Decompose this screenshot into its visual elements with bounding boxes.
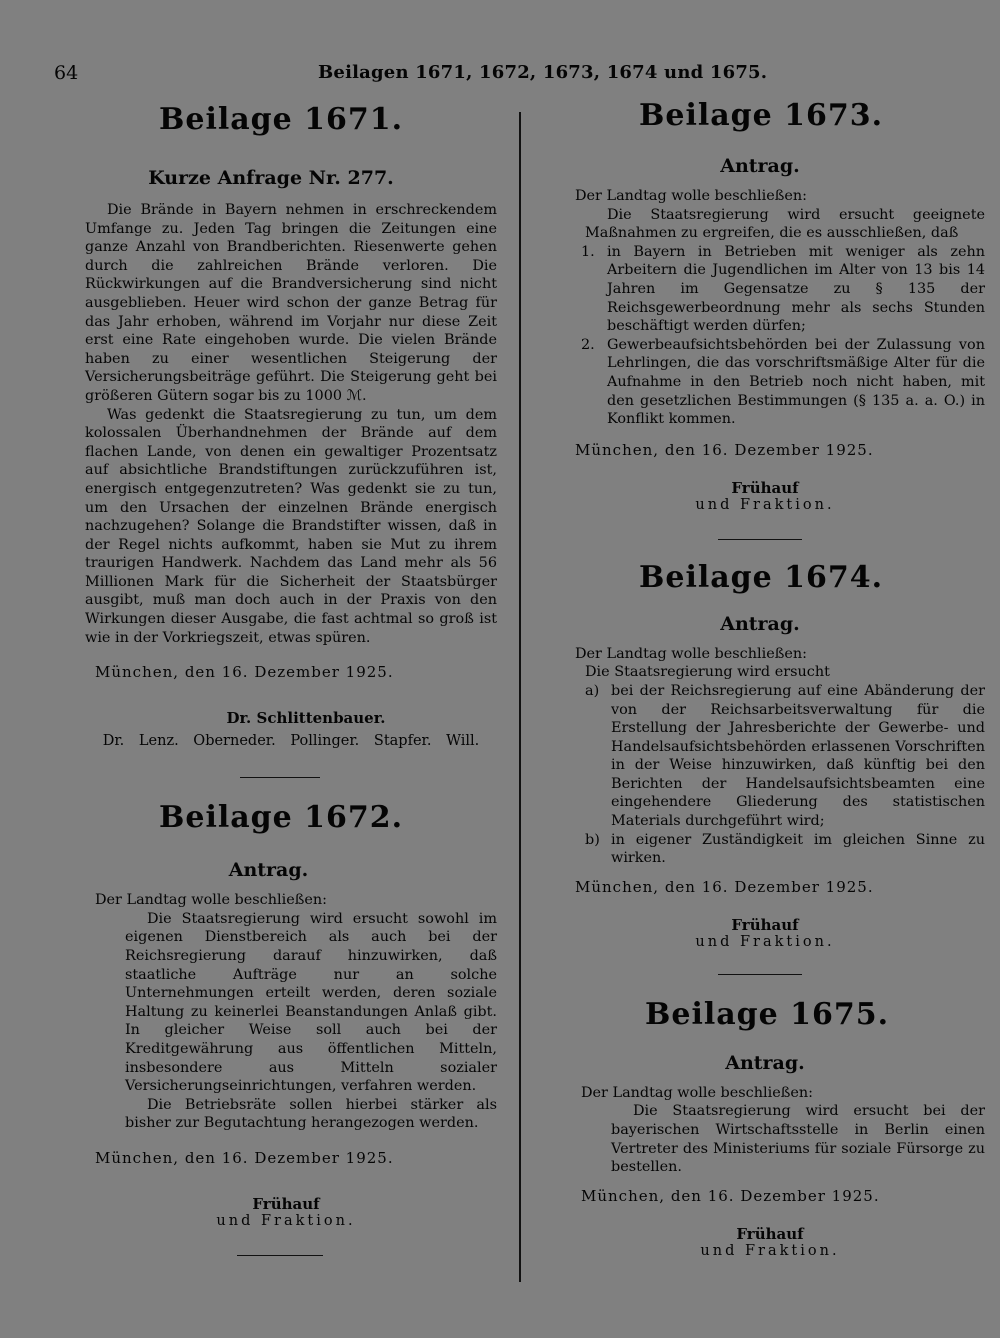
- section-beilage-1675: [575, 997, 985, 1259]
- item-text: Gewerbeaufsichtsbehörden bei der Zulassung von Lehrlingen, die das vorschriftsmäßige Alter für die Aufnahme in den Betrieb noch nicht haben, mit den gesetzlichen Bestimmungen (§ 135 a. a. O.) in Konflikt kommen.: [607, 336, 985, 428]
- page-number: 64: [54, 62, 79, 84]
- separator-rule: [718, 539, 802, 540]
- paragraph: Die Staatsregierung wird ersucht bei der bayerischen Wirtschaftsstelle in Berlin einen Vertreter des Ministeriums für soziale Fürsorge zu bestellen.: [611, 1103, 985, 1176]
- paragraph: Was gedenkt die Staatsregierung zu tun, um dem kolossalen Überhandnehmen der Brände auf dem flachen Lande, von denen ein gewaltiger Prozentsatz auf absichtliche Brandstiftungen zurückzuführen ist, energisch entgegenzutreten? Was gedenkt sie zu tun, um den Ursachen der einzelnen Brände energisch nachzugehen? Solange die Brandstifter wissen, daß in der Regel nichts aufkommt, haben sie Mut zu ihrem traurigen Handwerk. Nachdem das Land mehr als 56 Millionen Mark für die Sicherheit der Staatsbürger ausgibt, muß man doch auch in der Praxis von den Wirkungen dieser Ausgabe, die fast achtmal so groß ist wie in der Vorkriegszeit, etwas spüren.: [85, 406, 497, 646]
- separator-rule: [237, 1255, 323, 1256]
- intro-line: Der Landtag wolle beschließen:: [581, 1084, 813, 1101]
- section-beilage-1672: [85, 800, 497, 1256]
- separator-rule: [240, 777, 320, 778]
- signer-fraction: und Fraktion.: [695, 933, 835, 950]
- item-marker: 2.: [581, 336, 595, 353]
- item-marker: 1.: [581, 243, 595, 260]
- section-subtitle: Antrag.: [720, 155, 800, 177]
- item-text: in Bayern in Betrieben mit weniger als zehn Arbeitern die Jugendlichen im Alter von 13 bis 14 Jahren im Gegensatze zu § 135 der Reichsgewerbeordnung mehr als sechs Stunden beschäftigt werden dürfen;: [607, 243, 985, 335]
- section-subtitle: Antrag.: [720, 612, 800, 635]
- list-item: [585, 682, 985, 831]
- date-line: München, den 16. Dezember 1925.: [575, 877, 874, 896]
- intro-line: Der Landtag wolle beschließen:: [575, 188, 807, 204]
- section-beilage-1671: [85, 102, 497, 778]
- section-subtitle: Kurze Anfrage Nr. 277.: [148, 167, 394, 189]
- cosigners: Dr. Lenz. Oberneder. Pollinger. Stapfer. Will.: [102, 733, 480, 750]
- signer: Frühauf: [736, 1224, 804, 1243]
- paragraph: Die Brände in Bayern nehmen in erschreckendem Umfange zu. Jeden Tag bringen die Zeitungen eine ganze Anzahl von Brandberichten. Riesenwerte gehen durch die zahlreichen Brände verloren. Die Rückwirkungen auf die Brandversicherung sind nicht ausgeblieben. Heuer wird schon der ganze Betrag für das Jahr erhoben, während im Vorjahr nur diese Zeit erst eine Rate eingehoben wurde. Die vielen Brände haben zu einer wesentlichen Steigerung der Versicherungsbeiträge geführt. Die Steigerung geht bei größeren Gütern sogar bis zu 1000 ℳ.: [85, 202, 497, 404]
- list-item: [581, 243, 985, 336]
- list-item: [585, 831, 985, 868]
- item-list: [585, 682, 985, 868]
- section-title: Beilage 1671.: [159, 102, 404, 137]
- section-beilage-1674: [575, 560, 985, 975]
- item-marker: a): [585, 682, 600, 699]
- signer-fraction: und Fraktion.: [700, 1242, 840, 1259]
- section-subtitle: Antrag.: [228, 859, 309, 882]
- right-column: [575, 98, 985, 1259]
- section-title: Beilage 1674.: [639, 559, 884, 595]
- column-divider: [519, 112, 521, 1282]
- signer: Frühauf: [731, 915, 799, 934]
- lead-text: Die Staatsregierung wird ersucht geeignete Maßnahmen zu ergreifen, die es ausschließen, daß: [585, 206, 985, 242]
- section-title: Beilage 1675.: [645, 996, 890, 1032]
- signer-fraction: und Fraktion.: [216, 1212, 356, 1229]
- section-title: Beilage 1672.: [159, 800, 404, 836]
- date-line: München, den 16. Dezember 1925.: [95, 663, 394, 682]
- item-marker: b): [585, 831, 600, 848]
- item-text: in eigener Zuständigkeit im gleichen Sinne zu wirken.: [611, 831, 985, 867]
- section-subtitle: Antrag.: [725, 1051, 805, 1074]
- section-beilage-1673: [575, 98, 985, 540]
- running-title: Beilagen 1671, 1672, 1673, 1674 und 1675.: [318, 62, 768, 83]
- left-column: [85, 102, 497, 1256]
- date-line: München, den 16. Dezember 1925.: [575, 440, 874, 459]
- item-text: bei der Reichsregierung auf eine Abänderung der von der Reichsarbeitsverwaltung für die Erstellung der Jahresberichte der Gewerbe- und Handelsaufsichtsbehörden erlassenen Vorschriften in der Weise hinzuwirken, daß künftig bei den Berichten der Handelsaufsichtsbeamten eine eingehendere Gliederung des statistischen Materials durchgeführt wird;: [611, 682, 985, 830]
- date-line: München, den 16. Dezember 1925.: [95, 1148, 394, 1167]
- intro-line: Der Landtag wolle beschließen:: [95, 892, 327, 909]
- paragraph: Die Staatsregierung wird ersucht sowohl im eigenen Dienstbereich als auch bei der Reichsregierung darauf hinzuwirken, daß staatliche Aufträge nur an solche Unternehmungen erteilt werden, deren soziale Haltung zu keinerlei Beanstandungen Anlaß gibt. In gleicher Weise soll auch bei der Kreditgewährung aus öffentlichen Mitteln, insbesondere aus Mitteln sozialer Versicherungseinrichtungen, verfahren werden.: [125, 910, 497, 1095]
- intro-line: Der Landtag wolle beschließen:: [575, 645, 807, 662]
- signer: Frühauf: [252, 1194, 320, 1213]
- list-item: [581, 336, 985, 429]
- lead-text: Die Staatsregierung wird ersucht: [585, 664, 830, 681]
- item-list: [581, 243, 985, 429]
- paragraph: Die Betriebsräte sollen hierbei stärker als bisher zur Begutachtung herangezogen werden.: [125, 1096, 497, 1132]
- date-line: München, den 16. Dezember 1925.: [581, 1186, 880, 1205]
- signer: Frühauf: [731, 478, 799, 497]
- signer-fraction: und Fraktion.: [695, 496, 835, 513]
- signer: Dr. Schlittenbauer.: [226, 709, 386, 728]
- section-title: Beilage 1673.: [639, 98, 884, 133]
- separator-rule: [718, 974, 802, 975]
